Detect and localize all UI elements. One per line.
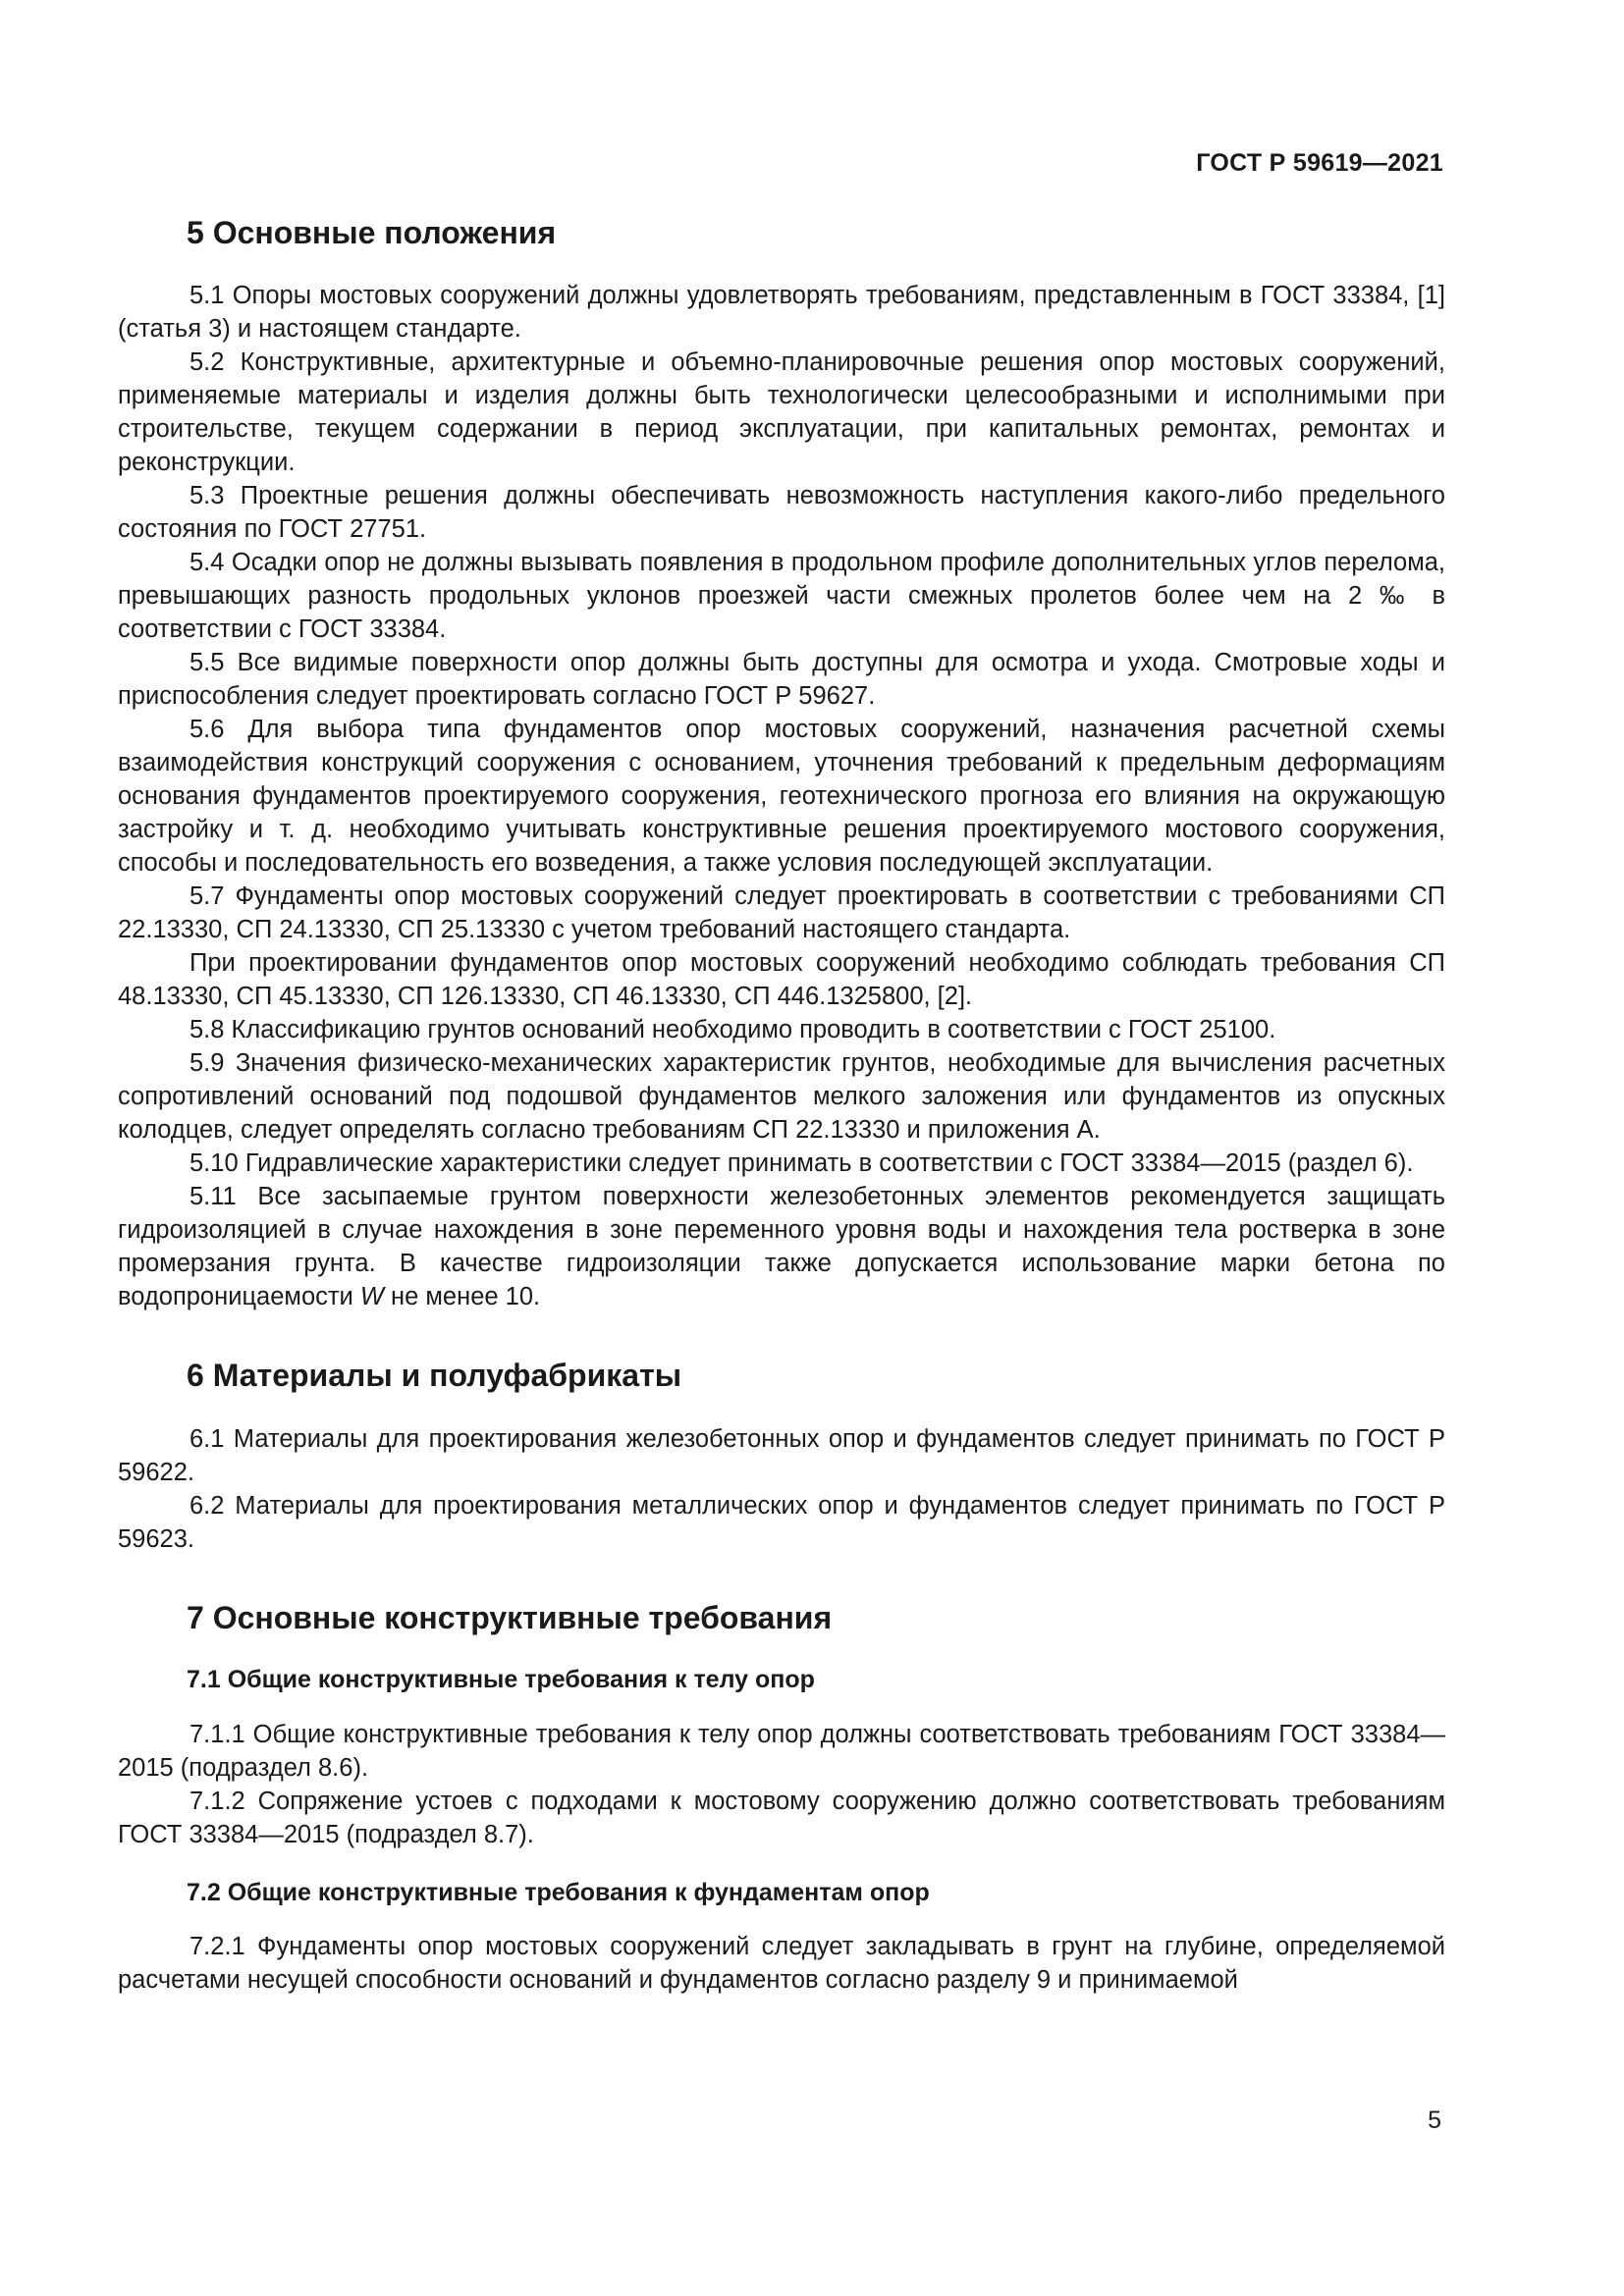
paragraph-5-10: 5.10 Гидравлические характеристики следует принимать в соответствии с ГОСТ 33384—2015 (раздел 6). — [189, 1149, 1414, 1178]
subsection-7-2 — [118, 1877, 1445, 1998]
document-code: ГОСТ Р 59619—2021 — [1196, 149, 1443, 177]
section-7 — [118, 1599, 1445, 1997]
paragraph-5-11-tail: не менее 10. — [383, 1283, 541, 1311]
section-5-title: 5 Основные положения — [187, 215, 557, 250]
subsection-7-1 — [118, 1664, 1445, 1851]
paragraph-5-9: 5.9 Значения физическо-механических характеристик грунтов, необходимые для вычисления расчетных сопротивлений оснований под подошвой фундаментов мелкого заложения или фундаментов из опускных колодцев, следует определять согласно требованиям СП 22.13330 и приложения А. — [118, 1049, 1445, 1145]
section-7-title: 7 Основные конструктивные требования — [187, 1599, 833, 1635]
subsection-7-2-title: 7.2 Общие конструктивные требования к фундаментам опор — [187, 1878, 930, 1906]
subsection-7-1-title: 7.1 Общие конструктивные требования к телу опор — [187, 1666, 815, 1694]
paragraph-7-1-2: 7.1.2 Сопряжение устоев с подходами к мостовому сооружению должно соответствовать требованиям ГОСТ 33384—2015 (подраздел 8.7). — [118, 1787, 1445, 1848]
paragraph-5-2: 5.2 Конструктивные, архитектурные и объемно-планировочные решения опор мостовых сооружений, применяемые материалы и изделия должны быть технологически целесообразными и исполнимыми при строительстве, текущем содержании в период эксплуатации, при капитальных ремонтах, ремонтах и реконструкции. — [118, 348, 1445, 477]
paragraph-5-4: 5.4 Осадки опор не должны вызывать появления в продольном профиле дополнительных углов перелома, превышающих разность продольных уклонов проезжей части смежных пролетов более чем на 2 ‰ в соответствии с ГОСТ 33384. — [118, 549, 1445, 644]
section-6 — [118, 1357, 1445, 1555]
document-body — [118, 214, 1445, 2040]
page-number: 5 — [1428, 2107, 1441, 2134]
section-5 — [118, 214, 1445, 1313]
paragraph-5-11-text: 5.11 Все засыпаемые грунтом поверхности железобетонных элементов рекомендуется защищать гидроизоляцией в случае нахождения в зоне переменного уровня воды и нахождения тела ростверка в зоне промерзания грунта. В качестве гидроизоляции также допускается использование марки бетона по водопроницаемости — [118, 1183, 1445, 1311]
paragraph-7-1-1: 7.1.1 Общие конструктивные требования к телу опор должны соответствовать требованиям ГОСТ 33384—2015 (подраздел 8.6). — [118, 1720, 1445, 1782]
paragraph-5-7: 5.7 Фундаменты опор мостовых сооружений следует проектировать в соответствии с требованиями СП 22.13330, СП 24.13330, СП 25.13330 с учетом требований настоящего стандарта. — [118, 882, 1445, 944]
paragraph-5-3: 5.3 Проектные решения должны обеспечивать невозможность наступления какого-либо предельного состояния по ГОСТ 27751. — [118, 482, 1445, 544]
water-permeability-symbol: W — [359, 1283, 384, 1311]
paragraph-5-8: 5.8 Классификацию грунтов оснований необходимо проводить в соответствии с ГОСТ 25100. — [189, 1016, 1276, 1044]
paragraph-5-7-cont: При проектировании фундаментов опор мостовых сооружений необходимо соблюдать требования СП 48.13330, СП 45.13330, СП 126.13330, СП 46.13330, СП 446.1325800, [2]. — [118, 949, 1445, 1011]
paragraph-5-5: 5.5 Все видимые поверхности опор должны быть доступны для осмотра и ухода. Смотровые ходы и приспособления следует проектировать согласно ГОСТ Р 59627. — [118, 649, 1445, 711]
paragraph-6-1: 6.1 Материалы для проектирования железобетонных опор и фундаментов следует принимать по ГОСТ Р 59622. — [118, 1424, 1445, 1486]
paragraph-5-6: 5.6 Для выбора типа фундаментов опор мостовых сооружений, назначения расчетной схемы взаимодействия конструкций сооружения с основанием, уточнения требований к предельным деформациям основания фундаментов проектируемого сооружения, геотехнического прогноза его влияния на окружающую застройку и т. д. необходимо учитывать конструктивные решения проектируемого мостового сооружения, способы и последовательность его возведения, а также условия последующей эксплуатации. — [118, 716, 1445, 878]
paragraph-6-2: 6.2 Материалы для проектирования металлических опор и фундаментов следует принимать по ГОСТ Р 59623. — [118, 1491, 1445, 1553]
paragraph-5-11 — [118, 1180, 1445, 1313]
paragraph-5-1: 5.1 Опоры мостовых сооружений должны удовлетворять требованиям, представленным в ГОСТ 33384, [1] (статья 3) и настоящем стандарте. — [118, 282, 1445, 344]
paragraph-7-2-1: 7.2.1 Фундаменты опор мостовых сооружений следует закладывать в грунт на глубине, определяемой расчетами несущей способности оснований и фундаментов согласно разделу 9 и принимаемой — [118, 1933, 1445, 1995]
section-6-title: 6 Материалы и полуфабрикаты — [187, 1358, 682, 1394]
